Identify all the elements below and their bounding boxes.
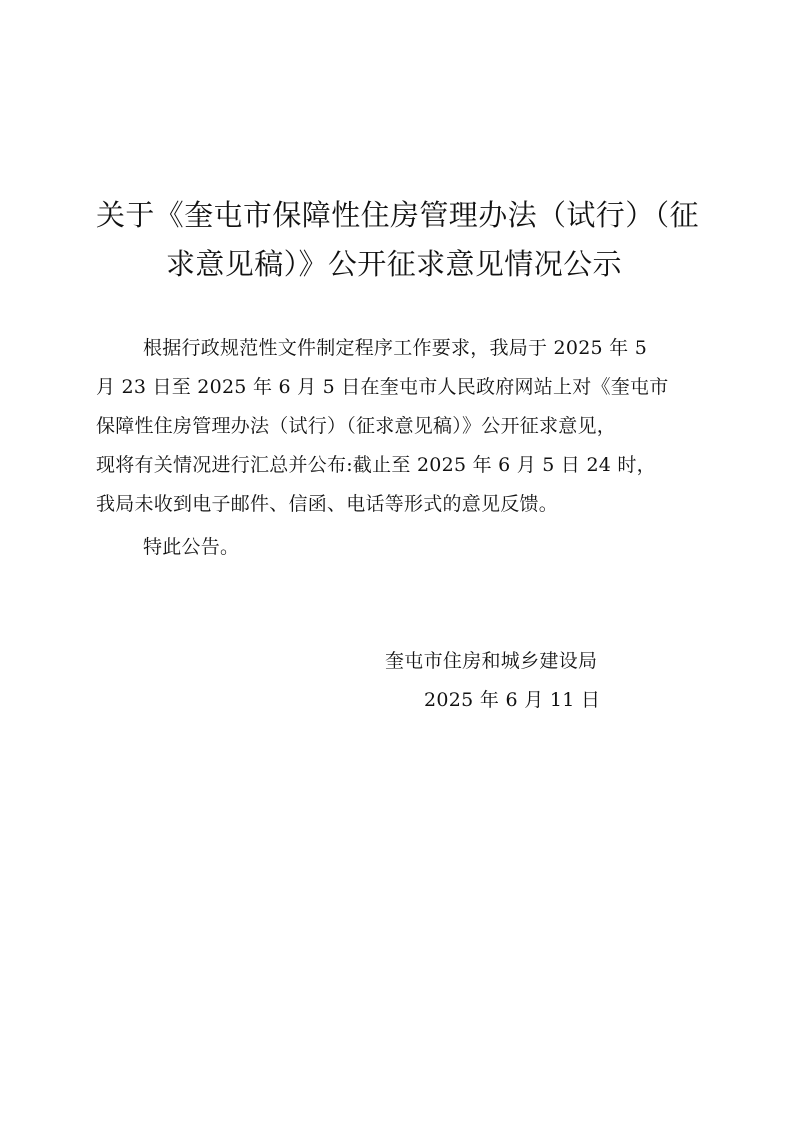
body-paragraph-line-5: 我局未收到电子邮件、信函、电话等形式的意见反馈。 — [96, 493, 559, 515]
signature-organization: 奎屯市住房和城乡建设局 — [385, 650, 598, 672]
signature-date: 2025 年 6 月 11 日 — [424, 689, 601, 711]
body-paragraph-line-1: 根据行政规范性文件制定程序工作要求，我局于 2025 年 5 — [143, 337, 648, 359]
body-paragraph-line-4: 现将有关情况进行汇总并公布:截止至 2025 年 6 月 5 日 24 时， — [96, 454, 656, 476]
body-paragraph-line-3: 保障性住房管理办法（试行）（征求意见稿）》公开征求意见， — [96, 415, 617, 437]
document-title-line-1: 关于《奎屯市保障性住房管理办法（试行）（征 — [96, 198, 699, 232]
document-title-line-2: 求意见稿）》公开征求意见情况公示 — [166, 247, 622, 281]
body-paragraph-line-2: 月 23 日至 2025 年 6 月 5 日在奎屯市人民政府网站上对《奎屯市 — [96, 376, 669, 398]
announcement-closing: 特此公告。 — [143, 536, 240, 558]
